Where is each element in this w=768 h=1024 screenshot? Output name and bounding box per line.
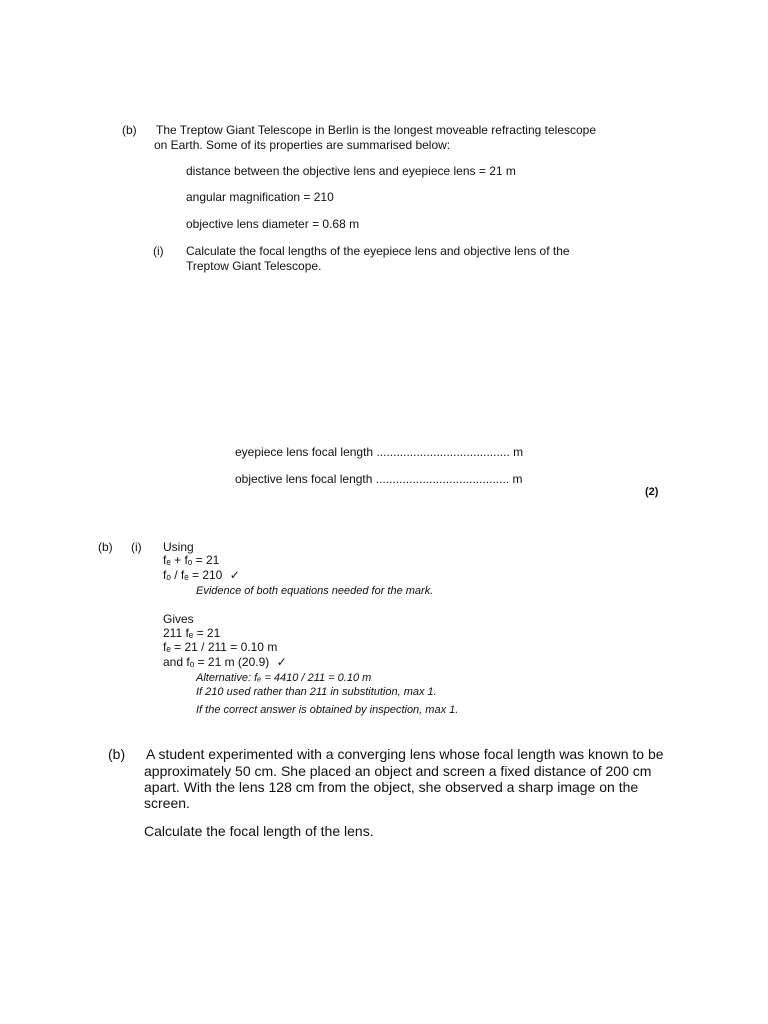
subquestion-line-1: Calculate the focal lengths of the eyepiece lens and objective lens of the: [186, 244, 570, 258]
ms-note: Evidence of both equations needed for the mark.: [196, 585, 434, 597]
question-2-label: (b): [108, 746, 126, 762]
ms-alternative: Alternative: fₑ = 4410 / 211 = 0.10 m: [196, 672, 372, 684]
ms-sub-label: (i): [131, 540, 142, 554]
question-intro-line-1: The Treptow Giant Telescope in Berlin is the longest moveable refracting telescope: [156, 123, 597, 137]
marks-badge: (2): [645, 486, 659, 498]
answer-unit-objective: m: [512, 472, 523, 486]
ms-alt-rule-1: If 210 used rather than 211 in substitution, max 1.: [196, 686, 437, 698]
ms-gives: Gives: [163, 612, 194, 626]
ms-alt-rule-2: If the correct answer is obtained by inspection, max 1.: [196, 704, 459, 716]
subquestion-label: (i): [153, 244, 164, 258]
question-2-line-2: approximately 50 cm. She placed an object and screen a fixed distance of 200 cm: [144, 763, 652, 779]
check-icon: ✓: [229, 568, 240, 582]
ms-using: Using: [163, 540, 194, 554]
ms-step-1: 211 fₑ = 21: [163, 626, 221, 640]
ms-equation-2-line: [163, 568, 240, 582]
question-label: (b): [122, 123, 137, 137]
question-2-line-4: screen.: [144, 795, 190, 811]
ms-step-3: and fₒ = 21 m (20.9): [163, 655, 270, 669]
ms-equation-2: fₒ / fₑ = 210: [163, 568, 223, 582]
property-magnification: angular magnification = 210: [186, 190, 334, 204]
check-icon: ✓: [276, 655, 287, 669]
answer-label-eyepiece: eyepiece lens focal length: [235, 445, 374, 459]
ms-step-2: fₑ = 21 / 211 = 0.10 m: [163, 640, 278, 654]
answer-dots-objective: ........................................: [375, 472, 510, 486]
property-distance: distance between the objective lens and eyepiece lens = 21 m: [186, 164, 516, 178]
question-2-instruction: Calculate the focal length of the lens.: [144, 823, 374, 839]
property-diameter: objective lens diameter = 0.68 m: [186, 217, 360, 231]
subquestion-line-2: Treptow Giant Telescope.: [186, 259, 322, 273]
answer-line-eyepiece: [235, 445, 523, 459]
question-intro-line-2: on Earth. Some of its properties are summarised below:: [154, 138, 451, 152]
question-2-line-3: apart. With the lens 128 cm from the object, she observed a sharp image on the: [144, 779, 639, 795]
answer-dots-eyepiece: ........................................: [376, 445, 510, 459]
ms-equation-1: fₑ + fₒ = 21: [163, 553, 220, 567]
answer-line-objective: [235, 472, 522, 486]
ms-label: (b): [98, 540, 113, 554]
question-2-line-1: A student experimented with a converging lens whose focal length was known to be: [146, 746, 664, 762]
answer-label-objective: objective lens focal length: [235, 472, 373, 486]
answer-unit-eyepiece: m: [513, 445, 524, 459]
ms-step-3-line: [163, 655, 287, 669]
